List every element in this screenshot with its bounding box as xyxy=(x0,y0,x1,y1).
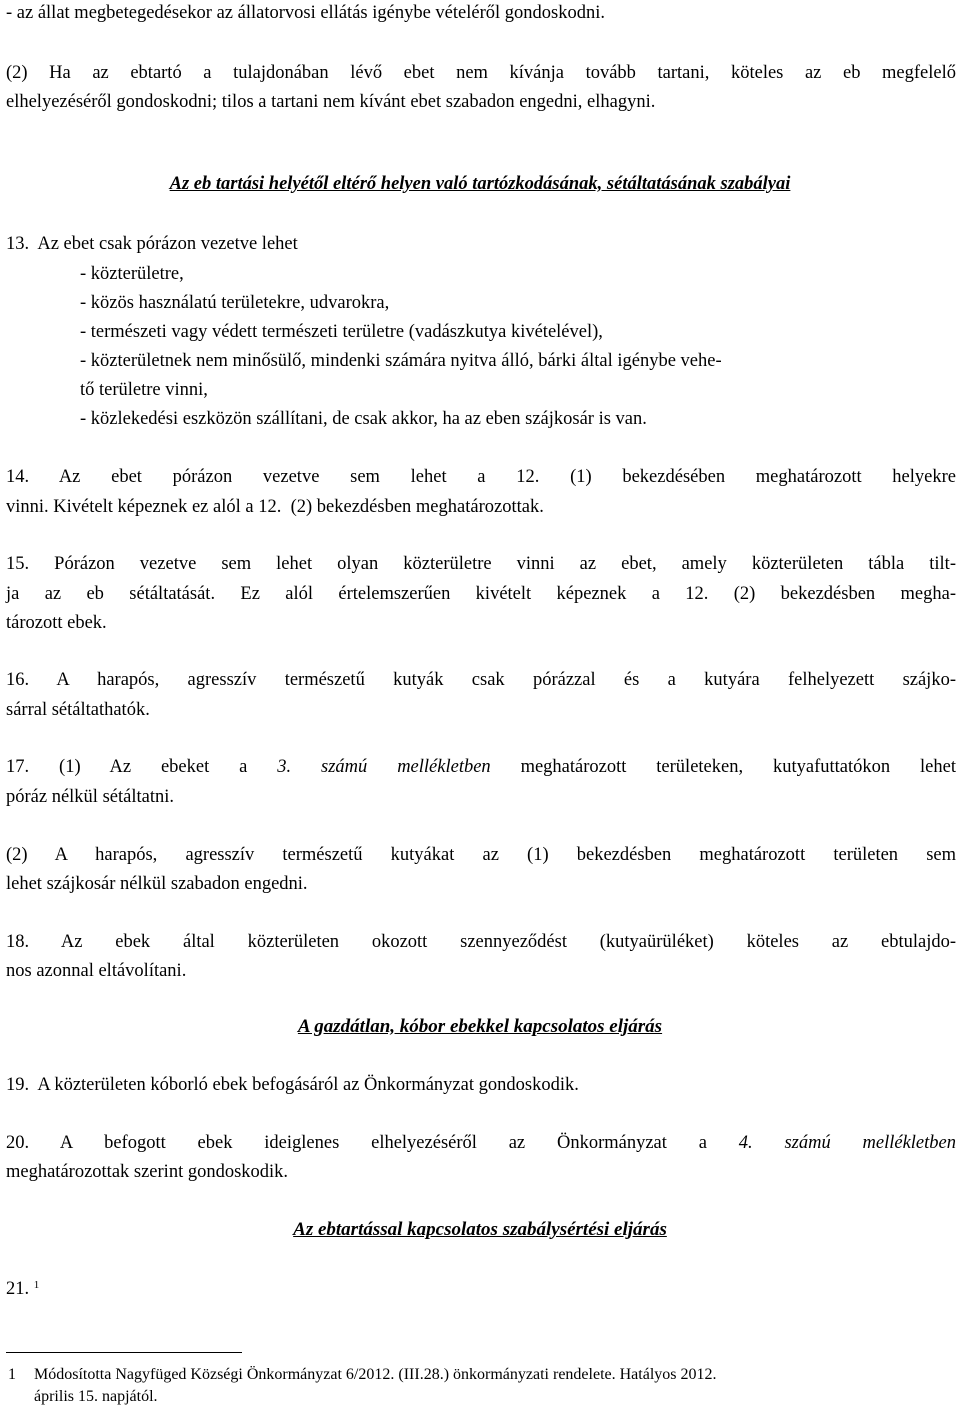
section-heading: A gazdátlan, kóbor ebekkel kapcsolatos eljárás xyxy=(297,1016,663,1037)
section-heading: Az eb tartási helyétől eltérő helyen való tartózkodásának, sétáltatásának szabályai xyxy=(169,174,791,194)
text-line: sárral sétáltathatók. xyxy=(6,700,150,720)
list-item: - közterületre, xyxy=(80,264,184,284)
text-line: - az állat megbetegedésekor az állatorvosi ellátás igénybe vételéről gondoskodni. xyxy=(6,3,605,23)
text-line xyxy=(6,1278,39,1300)
list-item: tő területre vinni, xyxy=(80,380,208,400)
text-line: 19. A közterületen kóborló ebek befogásáról az Önkormányzat gondoskodik. xyxy=(6,1075,579,1095)
annex-reference: 4. számú mellékletben xyxy=(738,1133,956,1153)
text-line: elhelyezéséről gondoskodni; tilos a tartani nem kívánt ebet szabadon engedni, elhagyni. xyxy=(6,92,656,112)
text-line xyxy=(6,1132,956,1154)
text-span: meghatározott területeken, kutyafuttatókon lehet xyxy=(490,757,956,777)
text-line: nos azonnal eltávolítani. xyxy=(6,961,187,981)
text-span: 20. A befogott ebek ideiglenes elhelyezéséről az Önkormányzat a xyxy=(6,1133,739,1153)
footnote-text: április 15. napjától. xyxy=(34,1388,158,1405)
list-item: - közterületnek nem minősülő, mindenki számára nyitva álló, bárki által igénybe vehe- xyxy=(80,351,722,371)
footnote-number: 1 xyxy=(8,1366,16,1383)
text-line: 14. Az ebet pórázon vezetve sem lehet a 12. (1) bekezdésében meghatározott helyekre xyxy=(6,467,956,487)
list-item: - közlekedési eszközön szállítani, de csak akkor, ha az eben szájkosár is van. xyxy=(80,409,647,429)
text-line: 13. Az ebet csak pórázon vezetve lehet xyxy=(6,234,298,254)
annex-reference: 3. számú mellékletben xyxy=(277,757,491,777)
list-item: - természeti vagy védett természeti területre (vadászkutya kivételével), xyxy=(80,322,603,342)
section-number: 21. xyxy=(6,1279,34,1299)
text-line: 18. Az ebek által közterületen okozott szennyeződést (kutyaürüléket) köteles az ebtulajdo- xyxy=(6,932,956,952)
footnote-text: Módosította Nagyfüged Községi Önkormányzat 6/2012. (III.28.) önkormányzati rendelete. Hatályos 2012. xyxy=(34,1366,717,1383)
text-line: 16. A harapós, agresszív természetű kutyák csak pórázzal és a kutyára felhelyezett szájko- xyxy=(6,670,956,690)
text-line: ja az eb sétáltatását. Ez alól értelemszerűen kivételt képeznek a 12. (2) bekezdésben megha- xyxy=(6,584,956,604)
footnote-marker: 1 xyxy=(33,1279,40,1291)
footnote-separator xyxy=(6,1352,242,1353)
text-line: (2) A harapós, agresszív természetű kutyákat az (1) bekezdésben meghatározott területen sem xyxy=(6,845,956,865)
text-span: 17. (1) Az ebeket a xyxy=(6,757,278,777)
text-line: (2) Ha az ebtartó a tulajdonában lévő ebet nem kívánja tovább tartani, köteles az eb megfelelő xyxy=(6,63,956,83)
text-line: vinni. Kivételt képeznek ez alól a 12. (2) bekezdésben meghatározottak. xyxy=(6,497,544,517)
list-item: - közös használatú területekre, udvarokra, xyxy=(80,293,390,313)
text-line: tározott ebek. xyxy=(6,613,107,633)
text-line xyxy=(6,756,956,778)
section-heading: Az ebtartással kapcsolatos szabálysértési eljárás xyxy=(293,1219,667,1240)
text-line: meghatározottak szerint gondoskodik. xyxy=(6,1162,289,1182)
text-line: lehet szájkosár nélkül szabadon engedni. xyxy=(6,874,308,894)
text-line: 15. Pórázon vezetve sem lehet olyan közterületre vinni az ebet, amely közterületen tábla tilt- xyxy=(6,554,956,574)
text-line: póráz nélkül sétáltatni. xyxy=(6,787,174,807)
